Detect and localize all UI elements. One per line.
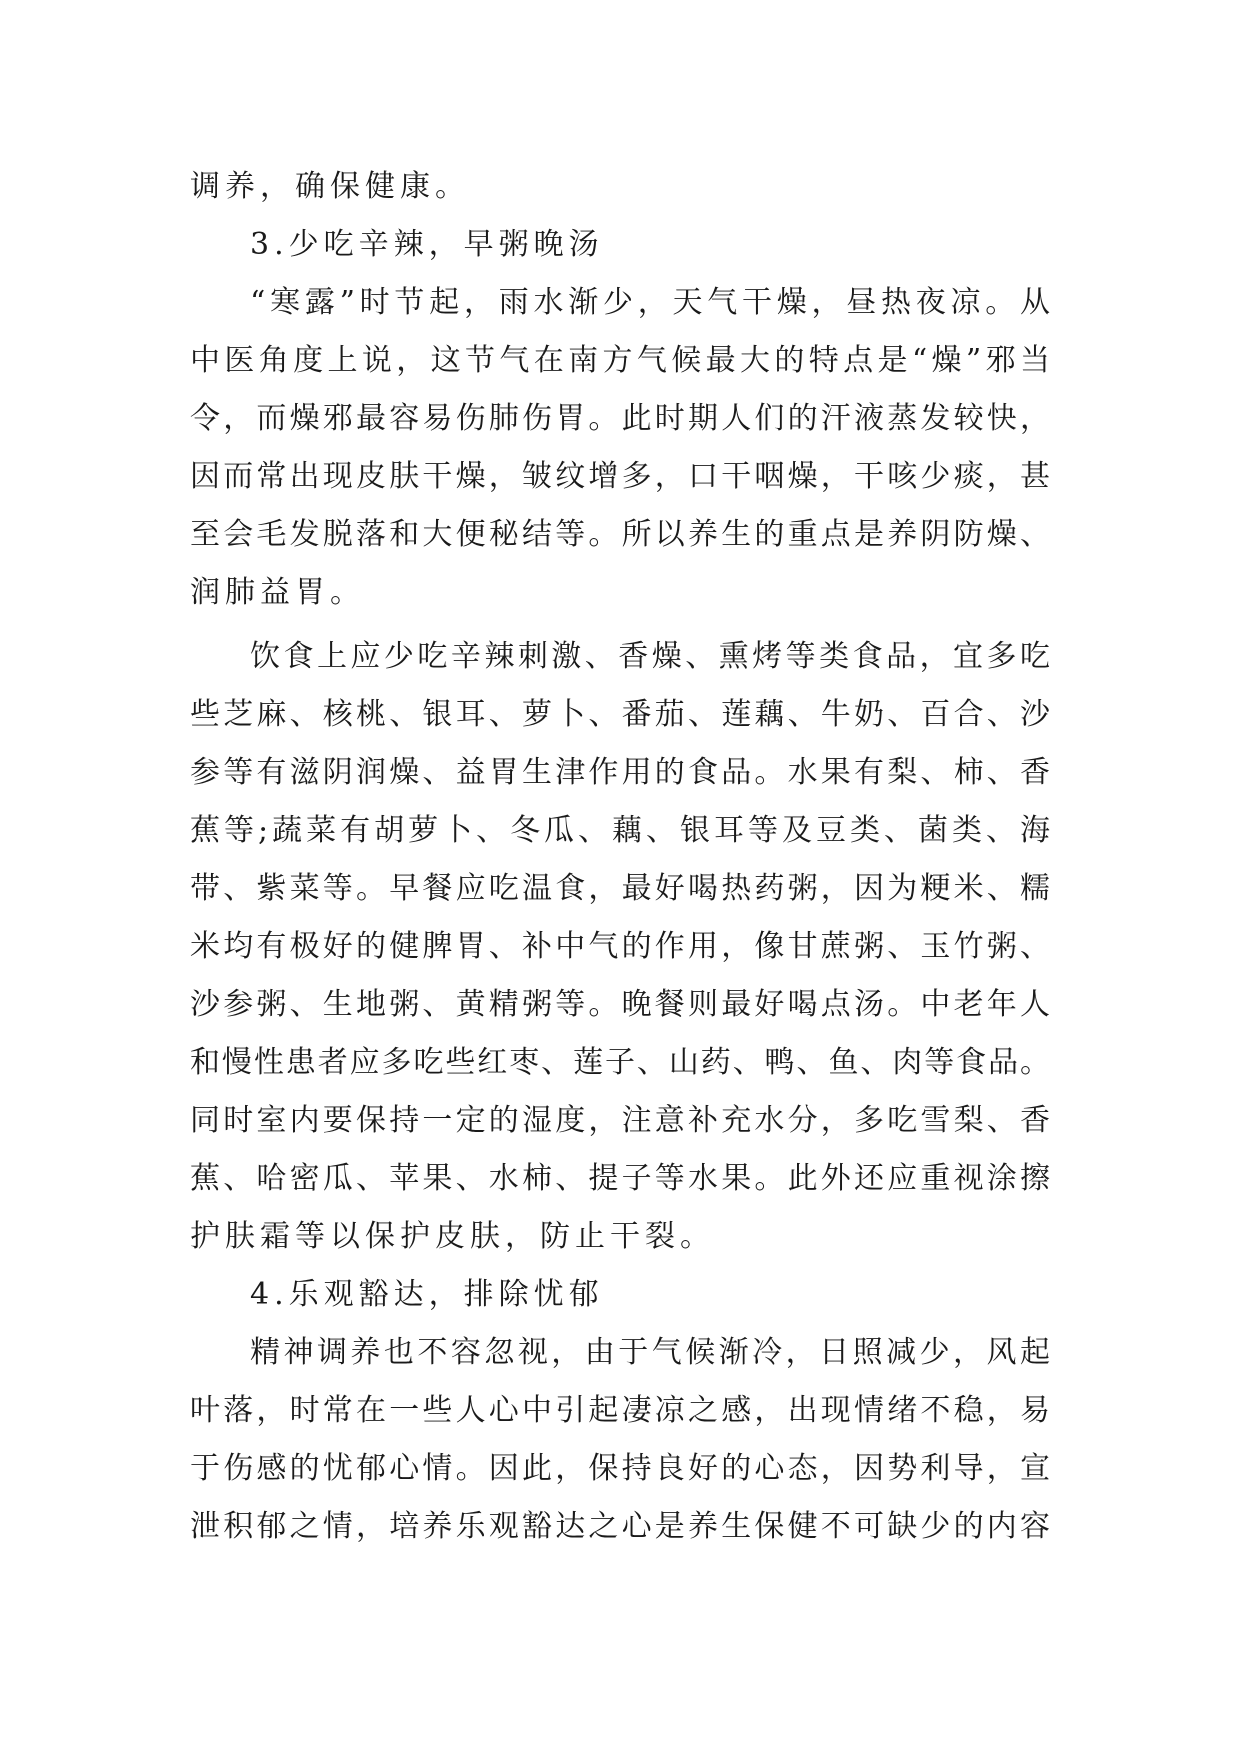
text-line: 米均有极好的健脾胃、补中气的作用，像甘蔗粥、玉竹粥、 — [190, 929, 1050, 964]
heading-text: 4.乐观豁达，排除忧郁 — [250, 1277, 604, 1312]
text-line: 些芝麻、核桃、银耳、萝卜、番茄、莲藕、牛奶、百合、沙 — [190, 697, 1050, 732]
text-line: 因而常出现皮肤干燥，皱纹增多，口干咽燥，干咳少痰，甚 — [190, 459, 1050, 494]
text-line: 精神调养也不容忽视，由于气候渐冷，日照减少，风起 — [250, 1335, 1050, 1370]
section-heading-3 — [190, 216, 1050, 274]
text-line: 沙参粥、生地粥、黄精粥等。晚餐则最好喝点汤。中老年人 — [190, 987, 1050, 1022]
text-line: 蕉、哈密瓜、苹果、水柿、提子等水果。此外还应重视涂擦 — [190, 1161, 1050, 1196]
paragraph-continuation — [190, 158, 1050, 216]
text-line: 调养，确保健康。 — [190, 169, 470, 204]
text-line: 令，而燥邪最容易伤肺伤胃。此时期人们的汗液蒸发较快， — [190, 401, 1050, 436]
document-page — [190, 158, 1050, 1556]
text-line: 至会毛发脱落和大便秘结等。所以养生的重点是养阴防燥、 — [190, 517, 1050, 552]
text-line: 护肤霜等以保护皮肤，防止干裂。 — [190, 1219, 715, 1254]
paragraph-diet-advice — [190, 628, 1050, 1266]
text-line: 中医角度上说，这节气在南方气候最大的特点是“燥”邪当 — [190, 343, 1050, 378]
text-line: 参等有滋阴润燥、益胃生津作用的食品。水果有梨、柿、香 — [190, 755, 1050, 790]
heading-text: 3.少吃辛辣，早粥晚汤 — [250, 227, 604, 262]
paragraph-hanlu-climate — [190, 274, 1050, 622]
text-line: 同时室内要保持一定的湿度，注意补充水分，多吃雪梨、香 — [190, 1103, 1050, 1138]
text-line: 和慢性患者应多吃些红枣、莲子、山药、鸭、鱼、肉等食品。 — [190, 1045, 1050, 1080]
text-line: 叶落，时常在一些人心中引起凄凉之感，出现情绪不稳，易 — [190, 1393, 1050, 1428]
text-line: 润肺益胃。 — [190, 575, 365, 610]
text-line: 于伤感的忧郁心情。因此，保持良好的心态，因势利导，宣 — [190, 1451, 1050, 1486]
text-line: 饮食上应少吃辛辣刺激、香燥、熏烤等类食品，宜多吃 — [250, 639, 1050, 674]
text-line: 蕉等;蔬菜有胡萝卜、冬瓜、藕、银耳等及豆类、菌类、海 — [190, 813, 1050, 848]
text-line: 带、紫菜等。早餐应吃温食，最好喝热药粥，因为粳米、糯 — [190, 871, 1050, 906]
section-heading-4 — [190, 1266, 1050, 1324]
text-line: “寒露”时节起，雨水渐少，天气干燥，昼热夜凉。从 — [250, 285, 1050, 320]
text-line: 泄积郁之情，培养乐观豁达之心是养生保健不可缺少的内容 — [190, 1509, 1050, 1544]
paragraph-mental-health — [190, 1324, 1050, 1556]
